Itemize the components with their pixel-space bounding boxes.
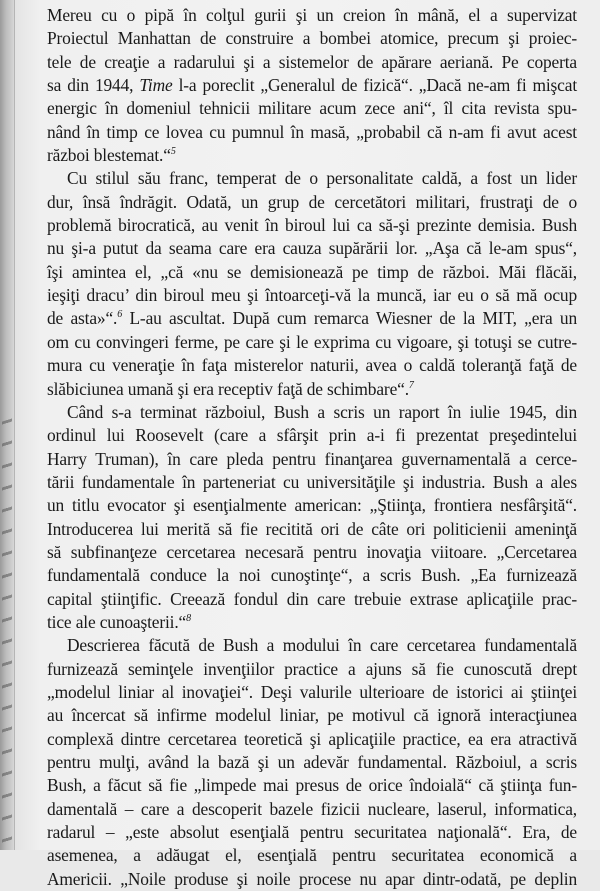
text-span: sa din 1944,: [47, 75, 140, 96]
text-span: slăbiciunea umană şi era receptiv faţă de schimbare“.: [47, 378, 409, 399]
footnote-marker: 5: [170, 146, 176, 158]
body-text: [47, 4, 577, 891]
text-line: Bush, a făcut să fie „limpede mai presus de orice îndoială“ că ştiinţa fun-: [47, 775, 577, 796]
text-line: [47, 378, 577, 401]
text-line: energic în domeniul tehnicii militare acum zece ani“, îl cita revista spu-: [47, 98, 577, 119]
text-line: un titlu evocator şi esenţialmente american: „Ştiinţa, frontiera nesfârşită“.: [47, 495, 577, 516]
text-line: Când s-a terminat războiul, Bush a scris un raport în iulie 1945, din: [67, 401, 577, 422]
text-line: dur, însă îndrăgit. Odată, un grup de cercetători militari, frustraţi de o: [47, 191, 577, 212]
text-line: Mereu cu o pipă în colţul gurii şi un creion în mână, el a supervizat: [47, 5, 577, 25]
footnote-marker: 6: [117, 309, 123, 321]
text-line: tele de creaţie a radarului şi a sistemelor de apărare aeriană. Pe coperta: [47, 51, 577, 72]
paragraph-2: [47, 167, 577, 400]
text-line: damentală – care a descoperit bazele fizicii nucleare, laserul, informatica,: [47, 798, 577, 819]
text-line: [47, 74, 577, 97]
text-line: [47, 611, 577, 634]
magazine-title: Time: [139, 75, 173, 96]
page-binding-edge: [0, 0, 15, 850]
text-line: [47, 307, 577, 330]
text-line: Introducerea lui merită să fie recitită ori de câte ori politicienii ameninţă: [47, 518, 577, 539]
text-line: să subfinanţeze cercetarea necesară pentru inovaţia viitoare. „Cercetarea: [47, 541, 577, 562]
paragraph-4: [47, 634, 577, 891]
text-line: problemă birocratică, au venit în biroul lui ca să-şi prezinte demisia. Bush: [47, 215, 577, 236]
footnote-marker: 7: [408, 379, 414, 391]
text-line: Cu stilul său franc, temperat de o personalitate caldă, a fost un lider: [67, 168, 577, 189]
text-span: de asta»“.: [47, 308, 118, 329]
text-line: ieşiţi dracu’ din biroul meu şi întoarceţi-vă la muncă, iar eu o să mă ocup: [47, 285, 577, 306]
text-span: l-a poreclit „Generalul de fizică“. „Dacă ne-am fi mişcat: [172, 75, 577, 96]
text-line: îşi amintea el, „că «nu se demisionează pe timp de război. Măi flăcăi,: [47, 261, 577, 282]
text-line: asemenea, a adăugat el, esenţială pentru securitatea economică a: [47, 845, 577, 866]
text-line: Descrierea făcută de Bush a modului în care cercetarea fundamentală: [67, 635, 577, 656]
text-line: fundamentală conduce la noi cunoştinţe“, a scris Bush. „Ea furnizează: [47, 565, 577, 586]
text-line: furnizează seminţele invenţiilor practice a ajuns să fie cunoscută drept: [47, 658, 577, 679]
paragraph-3: [47, 401, 577, 634]
text-line: nând în timp ce lovea cu pumnul în masă, „probabil că n-am fi avut acest: [47, 121, 577, 142]
paragraph-1: [47, 4, 577, 167]
text-line: Harry Truman), în care pleda pentru finanţarea guvernamentală a cerce-: [47, 448, 577, 469]
text-line: capital ştiinţific. Creează fondul din care trebuie extrase aplicaţiile prac-: [47, 588, 577, 609]
text-span: L-au ascultat. După cum remarca Wiesner de la MIT, „era un: [122, 308, 577, 329]
text-line: nu şi-a putut da seama care era cauza supărării lor. „Aşa că le-am spus“,: [47, 238, 577, 259]
text-span: război blestemat.“: [47, 145, 171, 166]
text-line: radarul – „este absolut esenţială pentru securitatea naţională“. Era, de: [47, 822, 577, 843]
text-line: „modelul liniar al inovaţiei“. Deşi valurile ulterioare de istorici ai ştiinţei: [47, 681, 577, 702]
text-line: Proiectul Manhattan de construire a bombei atomice, precum şi proiec-: [47, 28, 577, 49]
text-line: au încercat să infirme modelul liniar, pe motivul că ignoră interacţiunea: [47, 705, 577, 726]
text-line: Americii. „Noile produse şi noile procese nu apar dintr-odată, pe deplin: [47, 868, 577, 889]
text-line: ordinul lui Roosevelt (care a sfârşit prin a-i fi prezentat preşedintelui: [47, 425, 577, 446]
text-line: om cu convingeri ferme, pe care şi le exprima cu vigoare, şi totuşi se cutre-: [47, 331, 577, 352]
text-line: tării fundamentale în parteneriat cu universităţile şi industria. Bush a ales: [47, 471, 577, 492]
text-line: pentru mulţi, având la bază şi un adevăr fundamental. Războiul, a scris: [47, 752, 577, 772]
text-line: [47, 144, 577, 167]
text-line: complexă dintre cercetarea teoretică şi aplicaţiile practice, ea era atractivă: [47, 728, 577, 749]
text-span: tice ale cunoaşterii.“: [47, 611, 187, 632]
text-line: mura cu veneraţie în faţa misterelor naturii, avea o caldă toleranţă faţă de: [47, 355, 577, 376]
footnote-marker: 8: [186, 613, 191, 625]
